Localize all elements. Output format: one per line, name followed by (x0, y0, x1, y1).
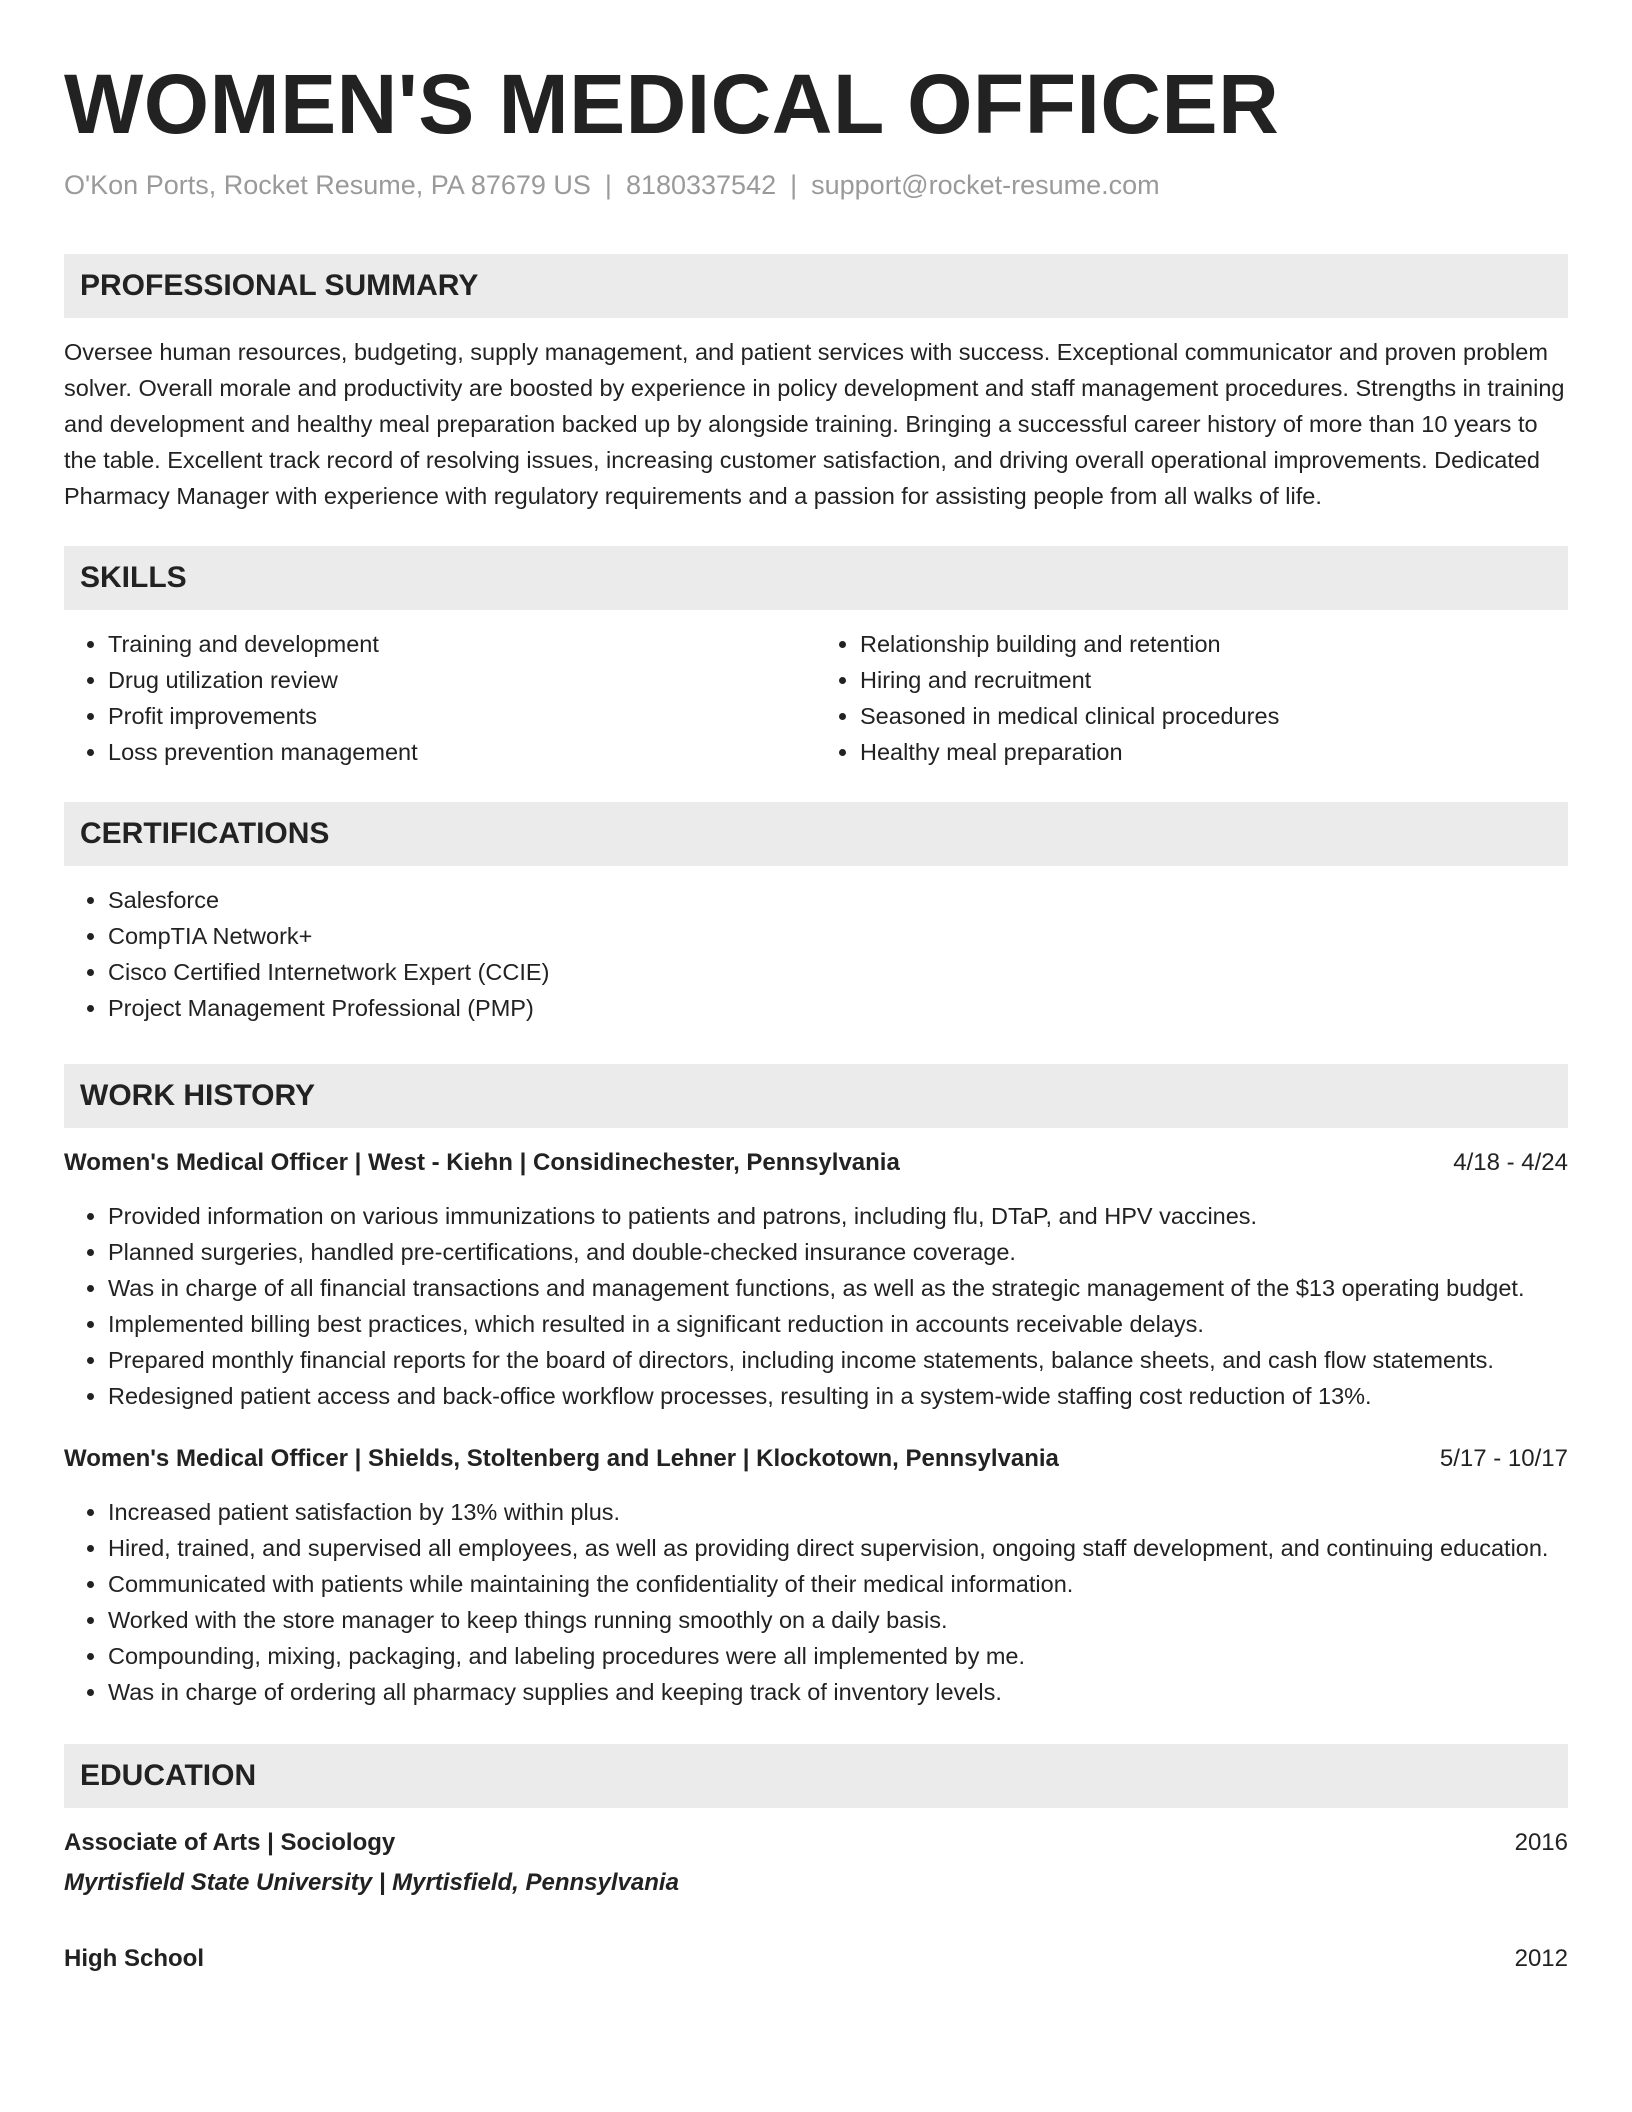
education-entry (64, 1942, 1568, 1976)
certification-item: • Salesforce (108, 882, 1568, 918)
contact-phone: 8180337542 (625, 170, 777, 200)
resume-name-title: WOMEN'S MEDICAL OFFICER (64, 57, 1280, 151)
job-bullet: • Planned surgeries, handled pre-certifications, and double-checked insurance coverage. (108, 1234, 1568, 1270)
skill-item: • Loss prevention management (108, 734, 816, 770)
certification-item: • Cisco Certified Internetwork Expert (CCIE) (108, 954, 1568, 990)
work-history-section (64, 1064, 1568, 1710)
skill-item: • Seasoned in medical clinical procedures (860, 698, 1568, 734)
education-degree: High School (64, 1945, 204, 1972)
contact-line (64, 168, 1568, 202)
certifications-heading: CERTIFICATIONS (64, 802, 1568, 866)
job-bullet: • Worked with the store manager to keep things running smoothly on a daily basis. (108, 1602, 1568, 1638)
job-bullet: • Hired, trained, and supervised all employees, as well as providing direct supervision, ongoing staff development, and continuing education. (108, 1530, 1568, 1566)
education-section (64, 1744, 1568, 1976)
skills-heading: SKILLS (64, 546, 1568, 610)
job-bullets (64, 1198, 1568, 1414)
job-dates: 4/18 - 4/24 (1453, 1149, 1568, 1176)
skill-item: • Hiring and recruitment (860, 662, 1568, 698)
contact-separator: | (604, 170, 612, 200)
certifications-section (64, 802, 1568, 1026)
job-bullet: • Provided information on various immunizations to patients and patrons, including flu, DTaP, and HPV vaccines. (108, 1198, 1568, 1234)
certification-item: • Project Management Professional (PMP) (108, 990, 1568, 1026)
job-entry (64, 1442, 1568, 1710)
job-bullet: • Prepared monthly financial reports for the board of directors, including income statements, balance sheets, and cash flow statements. (108, 1342, 1568, 1378)
education-year: 2012 (1514, 1945, 1568, 1972)
job-bullet: • Redesigned patient access and back-office workflow processes, resulting in a system-wide staffing cost reduction of 13%. (108, 1378, 1568, 1414)
skill-item: • Drug utilization review (108, 662, 816, 698)
education-header (64, 1826, 1568, 1860)
job-bullet: • Communicated with patients while maintaining the confidentiality of their medical information. (108, 1566, 1568, 1602)
skill-item: • Training and development (108, 626, 816, 662)
job-header (64, 1146, 1568, 1180)
education-heading: EDUCATION (64, 1744, 1568, 1808)
skills-left-list (64, 626, 816, 770)
contact-separator: | (790, 170, 798, 200)
education-entry (64, 1826, 1568, 1900)
work-history-heading: WORK HISTORY (64, 1064, 1568, 1128)
education-header (64, 1942, 1568, 1976)
job-title: Women's Medical Officer | West - Kiehn | Considinechester, Pennsylvania (64, 1149, 900, 1176)
job-bullet: • Compounding, mixing, packaging, and labeling procedures were all implemented by me. (108, 1638, 1568, 1674)
job-title: Women's Medical Officer | Shields, Stoltenberg and Lehner | Klockotown, Pennsylvania (64, 1445, 1059, 1472)
job-bullets (64, 1494, 1568, 1710)
education-degree: Associate of Arts | Sociology (64, 1829, 396, 1856)
skill-item: • Relationship building and retention (860, 626, 1568, 662)
education-year: 2016 (1514, 1829, 1568, 1856)
resume-page (64, 0, 1568, 1976)
skills-right-list (816, 626, 1568, 770)
job-dates: 5/17 - 10/17 (1439, 1445, 1568, 1472)
summary-text: Oversee human resources, budgeting, supply management, and patient services with success. Exceptional communicator and proven problem solver. Overall morale and productivity are boosted by experience in policy development and staff management procedures. Strengths in training and development and healthy meal preparation backed up by alongside training. Bringing a successful career history of more than 10 years to the table. Excellent track record of resolving issues, increasing customer satisfaction, and driving overall operational improvements. Dedicated Pharmacy Manager with experience with regulatory requirements and a passion for assisting people from all walks of life. (64, 339, 1565, 509)
job-bullet: • Was in charge of all financial transactions and management functions, as well as the strategic management of the $13 operating budget. (108, 1270, 1568, 1306)
education-school: Myrtisfield State University | Myrtisfield, Pennsylvania (64, 1869, 679, 1896)
contact-email: support@rocket-resume.com (811, 170, 1160, 200)
summary-heading: PROFESSIONAL SUMMARY (64, 254, 1568, 318)
skill-item: • Healthy meal preparation (860, 734, 1568, 770)
skills-section (64, 546, 1568, 770)
job-bullet: • Increased patient satisfaction by 13% within plus. (108, 1494, 1568, 1530)
job-bullet: • Implemented billing best practices, which resulted in a significant reduction in accounts receivable delays. (108, 1306, 1568, 1342)
contact-address: O'Kon Ports, Rocket Resume, PA 87679 US (64, 170, 591, 200)
summary-section (64, 254, 1568, 514)
job-bullet: • Was in charge of ordering all pharmacy supplies and keeping track of inventory levels. (108, 1674, 1568, 1710)
skill-item: • Profit improvements (108, 698, 816, 734)
job-header (64, 1442, 1568, 1476)
certifications-list (64, 882, 1568, 1026)
job-entry (64, 1146, 1568, 1414)
certification-item: • CompTIA Network+ (108, 918, 1568, 954)
skills-grid (64, 626, 1568, 770)
